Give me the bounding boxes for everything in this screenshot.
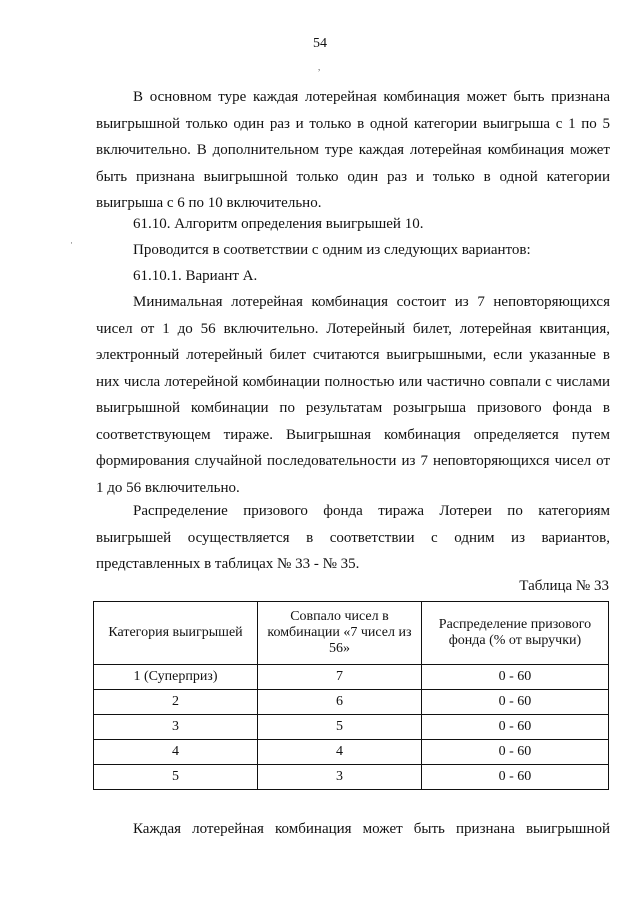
table-row bbox=[94, 665, 609, 690]
table-header-category: Категория выигрышей bbox=[94, 602, 258, 665]
table-row bbox=[94, 740, 609, 765]
scan-mark: · bbox=[70, 238, 73, 248]
table-row bbox=[94, 690, 609, 715]
table-cell-prize: 0 - 60 bbox=[421, 765, 608, 790]
table-row bbox=[94, 765, 609, 790]
table-caption: Таблица № 33 bbox=[519, 578, 609, 594]
table-cell-matched: 5 bbox=[258, 715, 422, 740]
paragraph-minimal-combination: Минимальная лотерейная комбинация состоит из 7 неповторяющихся чисел от 1 до 56 включительно. Лотерейный билет, лотерейная квитанция, электронный лотерейный билет считаются выигрышными, если указанные в них числа лотерейной комбинации полностью или частично совпали с числами выигрышной комбинации по результатам розыгрыша призового фонда в соответствующем тираже. Выигрышная комбинация определяется путем формирования случайной последовательности из 7 неповторяющихся чисел от 1 до 56 включительно. bbox=[96, 294, 610, 496]
page-number: 54 bbox=[313, 36, 327, 51]
table-cell-matched: 4 bbox=[258, 740, 422, 765]
table-cell-prize: 0 - 60 bbox=[421, 690, 608, 715]
table-header-prize-fund: Распределение призового фонда (% от выручки) bbox=[421, 602, 608, 665]
paragraph-continuation: Каждая лотерейная комбинация может быть признана выигрышной bbox=[133, 821, 610, 837]
table-cell-category: 3 bbox=[94, 715, 258, 740]
table-cell-category: 5 bbox=[94, 765, 258, 790]
table-cell-prize: 0 - 60 bbox=[421, 715, 608, 740]
table-header-matched-numbers: Совпало чисел в комбинации «7 чисел из 56» bbox=[258, 602, 422, 665]
prize-distribution-table bbox=[93, 601, 609, 790]
table-cell-matched: 6 bbox=[258, 690, 422, 715]
table-cell-category: 4 bbox=[94, 740, 258, 765]
table-cell-matched: 7 bbox=[258, 665, 422, 690]
table-cell-prize: 0 - 60 bbox=[421, 740, 608, 765]
scan-mark: , bbox=[318, 62, 321, 72]
paragraph-prize-distribution: Распределение призового фонда тиража Лотереи по категориям выигрышей осуществляется в соответствии с одним из вариантов, представленных в таблицах № 33 - № 35. bbox=[96, 503, 610, 572]
paragraph-variants-intro: Проводится в соответствии с одним из следующих вариантов: bbox=[133, 242, 531, 258]
section-heading-algorithm: 61.10. Алгоритм определения выигрышей 10. bbox=[133, 216, 424, 232]
table-cell-category: 2 bbox=[94, 690, 258, 715]
table-cell-prize: 0 - 60 bbox=[421, 665, 608, 690]
table-cell-category: 1 (Суперприз) bbox=[94, 665, 258, 690]
table-cell-matched: 3 bbox=[258, 765, 422, 790]
paragraph-main-tour: В основном туре каждая лотерейная комбинация может быть признана выигрышной только один раз и только в одной категории выигрыша с 1 по 5 включительно. В дополнительном туре каждая лотерейная комбинация может быть признана выигрышной только один раз и только в одной категории выигрыша с 6 по 10 включительно. bbox=[96, 89, 610, 211]
section-heading-variant-a: 61.10.1. Вариант А. bbox=[133, 268, 258, 284]
table-header-row bbox=[94, 602, 609, 665]
table-row bbox=[94, 715, 609, 740]
